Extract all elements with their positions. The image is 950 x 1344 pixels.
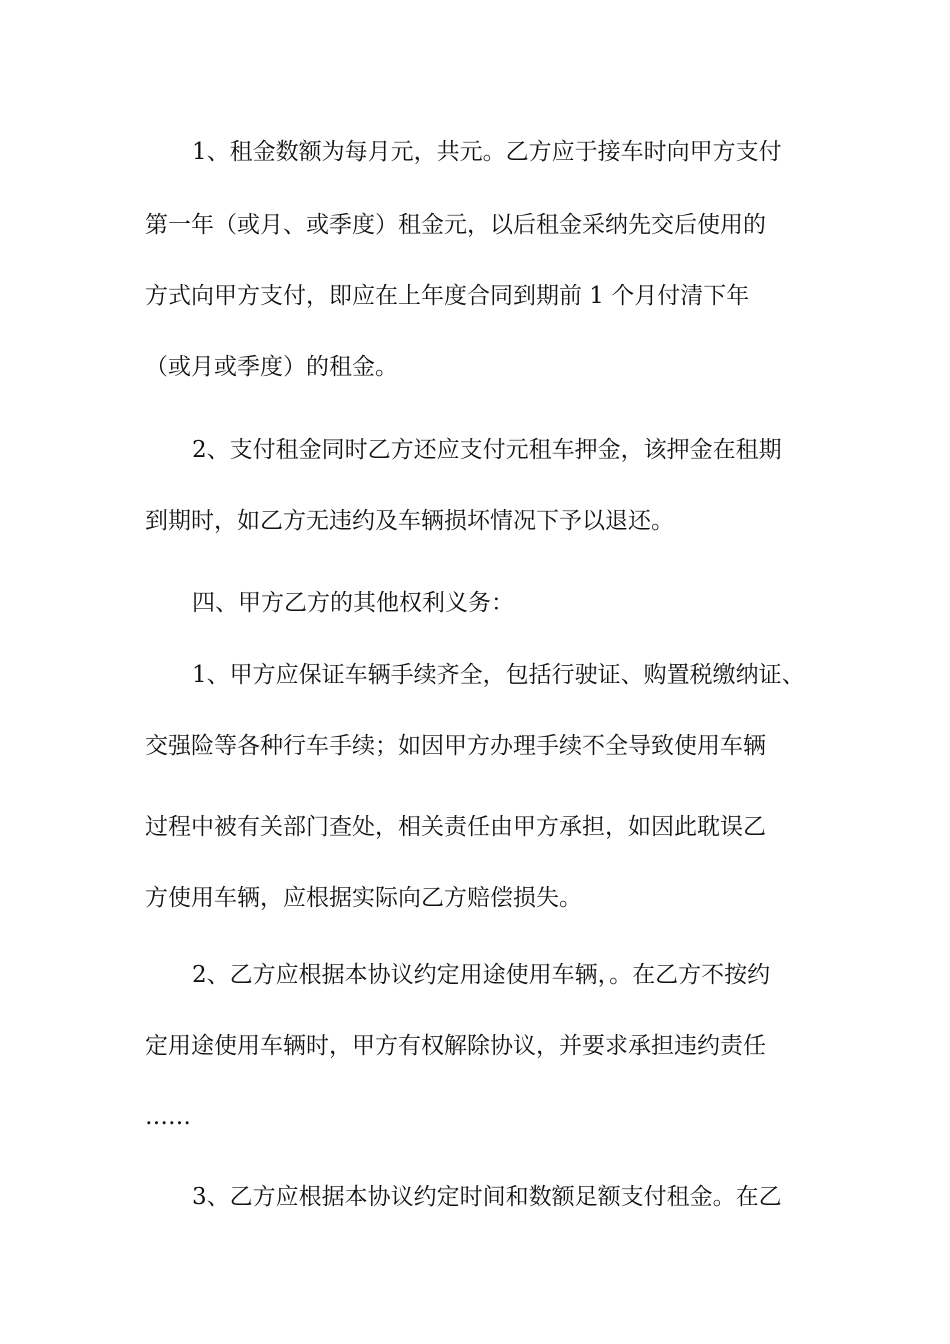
text-line-7: 四、甲方乙方的其他权利义务： <box>192 590 514 616</box>
text-line-2: 第一年（或月、或季度）租金元，以后租金采纳先交后使用的 <box>145 212 766 238</box>
text-line-8: 1、甲方应保证车辆手续齐全，包括行驶证、购置税缴纳证、 <box>192 662 805 688</box>
text-line-12: 2、乙方应根据本协议约定用途使用车辆，。在乙方不按约 <box>192 962 771 988</box>
text-line-5: 2、支付租金同时乙方还应支付元租车押金，该押金在租期 <box>192 437 782 463</box>
text-line-11: 方使用车辆，应根据实际向乙方赔偿损失。 <box>145 885 582 911</box>
text-line-10: 过程中被有关部门查处，相关责任由甲方承担，如因此耽误乙 <box>145 814 766 840</box>
text-line-9: 交强险等各种行车手续；如因甲方办理手续不全导致使用车辆 <box>145 733 766 759</box>
text-line-15: 3、乙方应根据本协议约定时间和数额足额支付租金。在乙 <box>192 1184 782 1210</box>
text-line-1: 1、租金数额为每月元，共元。乙方应于接车时向甲方支付 <box>192 139 782 165</box>
text-line-13: 定用途使用车辆时，甲方有权解除协议，并要求承担违约责任 <box>145 1033 766 1059</box>
text-line-4: （或月或季度）的租金。 <box>145 354 398 380</box>
text-line-3: 方式向甲方支付，即应在上年度合同到期前 1 个月付清下年 <box>145 283 750 309</box>
text-line-6: 到期时，如乙方无违约及车辆损坏情况下予以退还。 <box>145 508 674 534</box>
text-line-14: …… <box>145 1104 191 1130</box>
